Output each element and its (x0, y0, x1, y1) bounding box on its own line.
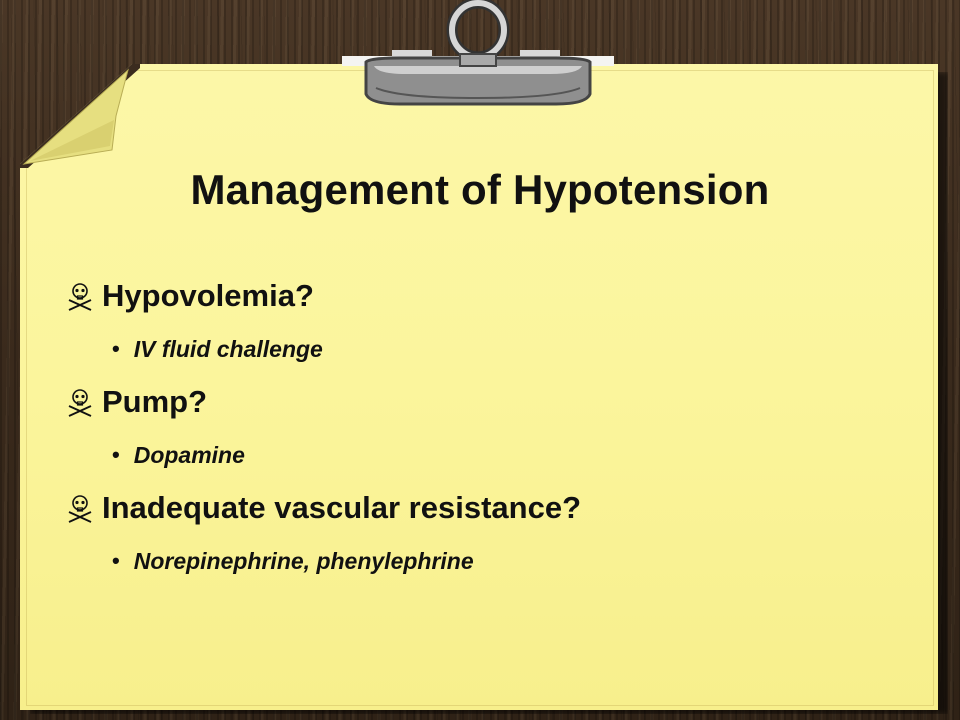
skull-crossbones-icon (64, 492, 96, 524)
sub-bullet-dot: • (112, 336, 120, 361)
sub-bullet-text: Norepinephrine, phenylephrine (133, 547, 474, 574)
bullet-heading: Pump? (102, 384, 208, 419)
binder-clip (340, 0, 616, 110)
list-item (64, 268, 924, 374)
skull-crossbones-icon (64, 280, 96, 312)
sub-bullet-dot: • (112, 442, 120, 467)
bullet-heading: Inadequate vascular resistance? (102, 490, 582, 525)
bullet-heading: Hypovolemia? (102, 278, 314, 313)
skull-crossbones-icon (64, 386, 96, 418)
sub-bullet-dot: • (112, 548, 120, 573)
bullet-list (64, 268, 924, 586)
slide-title: Management of Hypotension (190, 166, 770, 213)
sub-bullet-text: IV fluid challenge (133, 335, 323, 362)
list-item (64, 480, 924, 586)
list-item (64, 374, 924, 480)
sub-bullet-text: Dopamine (133, 441, 245, 468)
